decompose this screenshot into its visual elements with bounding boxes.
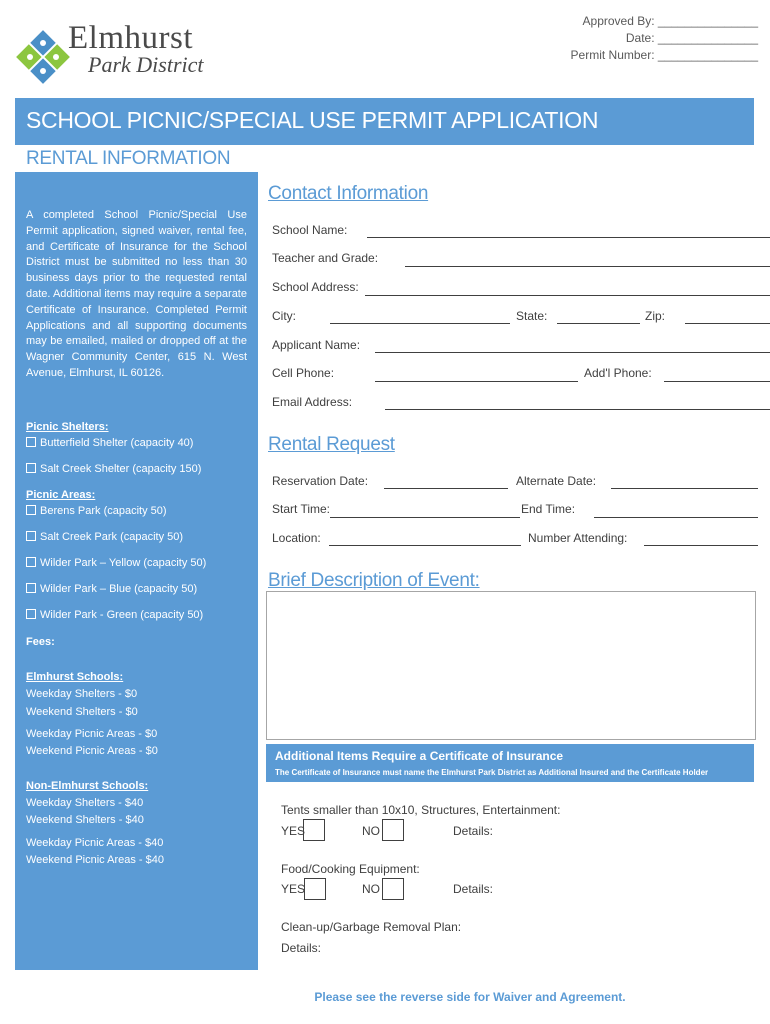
tents-yes-label: YES [281,824,306,838]
shelter-option[interactable]: Salt Creek Shelter (capacity 150) [26,463,201,475]
checkbox-icon[interactable] [26,557,36,567]
cleanup-details-label: Details: [281,941,322,955]
end-time-label: End Time: [521,502,576,516]
fee-item: Weekday Shelters - $0 [26,688,138,700]
checkbox-icon[interactable] [26,463,36,473]
food-no-checkbox[interactable] [382,878,404,900]
tents-no-label: NO [362,824,380,838]
approval-date-field: Date: _______________ [625,31,758,45]
logo-name: Elmhurst [68,20,193,56]
food-details-label: Details: [453,882,494,896]
fee-item: Weekend Picnic Areas - $40 [26,854,164,866]
shelter-option[interactable]: Butterfield Shelter (capacity 40) [26,437,193,449]
permit-number-field: Permit Number: _______________ [570,48,758,62]
fee-item: Weekday Picnic Areas - $40 [26,837,164,849]
alternate-date-field[interactable] [611,488,758,489]
cleanup-label: Clean-up/Garbage Removal Plan: [281,920,462,934]
checkbox-icon[interactable] [26,505,36,515]
tents-yes-checkbox[interactable] [303,819,325,841]
fee-item: Weekday Picnic Areas - $0 [26,728,158,740]
fee-item: Weekend Shelters - $0 [26,706,138,718]
picnic-areas-heading: Picnic Areas: [26,489,96,501]
area-option[interactable]: Salt Creek Park (capacity 50) [26,531,183,543]
location-field[interactable] [329,545,521,546]
start-time-label: Start Time: [272,502,331,516]
addl-phone-label: Add'l Phone: [584,366,652,380]
fee-item: Weekday Shelters - $40 [26,797,144,809]
zip-field[interactable] [685,323,770,324]
cell-phone-field[interactable] [375,381,578,382]
applicant-name-field[interactable] [375,352,770,353]
zip-label: Zip: [645,309,666,323]
checkbox-icon[interactable] [26,531,36,541]
elmhurst-schools-heading: Elmhurst Schools: [26,671,124,683]
school-address-field[interactable] [365,295,770,296]
event-description-field[interactable] [266,591,756,740]
page-title: SCHOOL PICNIC/SPECIAL USE PERMIT APPLICATION [26,107,599,133]
food-yes-checkbox[interactable] [304,878,326,900]
area-option[interactable]: Wilder Park - Green (capacity 50) [26,609,203,621]
reservation-date-field[interactable] [384,488,508,489]
contact-information-heading: Contact Information [268,183,429,204]
number-attending-field[interactable] [644,545,758,546]
area-option[interactable]: Berens Park (capacity 50) [26,505,167,517]
checkbox-icon[interactable] [26,583,36,593]
food-no-label: NO [362,882,380,896]
non-elmhurst-schools-heading: Non-Elmhurst Schools: [26,780,149,792]
location-label: Location: [272,531,321,545]
checkbox-icon[interactable] [26,609,36,619]
state-label: State: [516,309,548,323]
area-option[interactable]: Wilder Park – Blue (capacity 50) [26,583,197,595]
fee-item: Weekend Picnic Areas - $0 [26,745,158,757]
tents-no-checkbox[interactable] [382,819,404,841]
rental-information-heading: RENTAL INFORMATION [26,148,231,169]
tents-details-label: Details: [453,824,494,838]
applicant-name-label: Applicant Name: [272,338,361,352]
event-description-heading: Brief Description of Event: [268,570,480,591]
tents-label: Tents smaller than 10x10, Structures, Entertainment: [281,803,561,817]
logo-subtitle: Park District [88,52,204,77]
sidebar-intro-text: A completed School Picnic/Special Use Permit application, signed waiver, rental fee, and Certificate of Insurance for the School District must be submitted no less than 30 business days prior to the requested rental date. Additional items may require a separate Certificate of Insurance. Completed Permit Applications and all supporting documents may be emailed, mailed or dropped off at the Wagner Community Center, 615 N. West Avenue, Elmhurst, IL 60126. [26,209,247,379]
email-address-field[interactable] [385,409,770,410]
area-option[interactable]: Wilder Park – Yellow (capacity 50) [26,557,206,569]
number-attending-label: Number Attending: [528,531,628,545]
end-time-field[interactable] [594,517,758,518]
reservation-date-label: Reservation Date: [272,474,369,488]
approved-by-field: Approved By: _______________ [582,14,758,28]
additional-items-subtitle: The Certificate of Insurance must name the Elmhurst Park District as Additional Insured and the Certificate Holder [275,768,709,777]
city-field[interactable] [330,323,510,324]
teacher-grade-field[interactable] [405,266,770,267]
start-time-field[interactable] [330,517,520,518]
school-name-label: School Name: [272,223,348,237]
food-label: Food/Cooking Equipment: [281,862,420,876]
email-address-label: Email Address: [272,395,353,409]
fees-heading: Fees: [26,636,55,648]
food-yes-label: YES [281,882,306,896]
footer-note: Please see the reverse side for Waiver and Agreement. [314,990,626,1004]
picnic-shelters-heading: Picnic Shelters: [26,421,109,433]
school-address-label: School Address: [272,280,359,294]
cell-phone-label: Cell Phone: [272,366,335,380]
addl-phone-field[interactable] [664,381,770,382]
state-field[interactable] [557,323,640,324]
checkbox-icon[interactable] [26,437,36,447]
city-label: City: [272,309,296,323]
alternate-date-label: Alternate Date: [516,474,597,488]
fee-item: Weekend Shelters - $40 [26,814,144,826]
park-district-logo-icon [14,26,72,88]
school-name-field[interactable] [367,237,770,238]
rental-request-heading: Rental Request [268,434,395,455]
additional-items-title: Additional Items Require a Certificate of Insurance [275,749,564,763]
teacher-grade-label: Teacher and Grade: [272,251,379,265]
